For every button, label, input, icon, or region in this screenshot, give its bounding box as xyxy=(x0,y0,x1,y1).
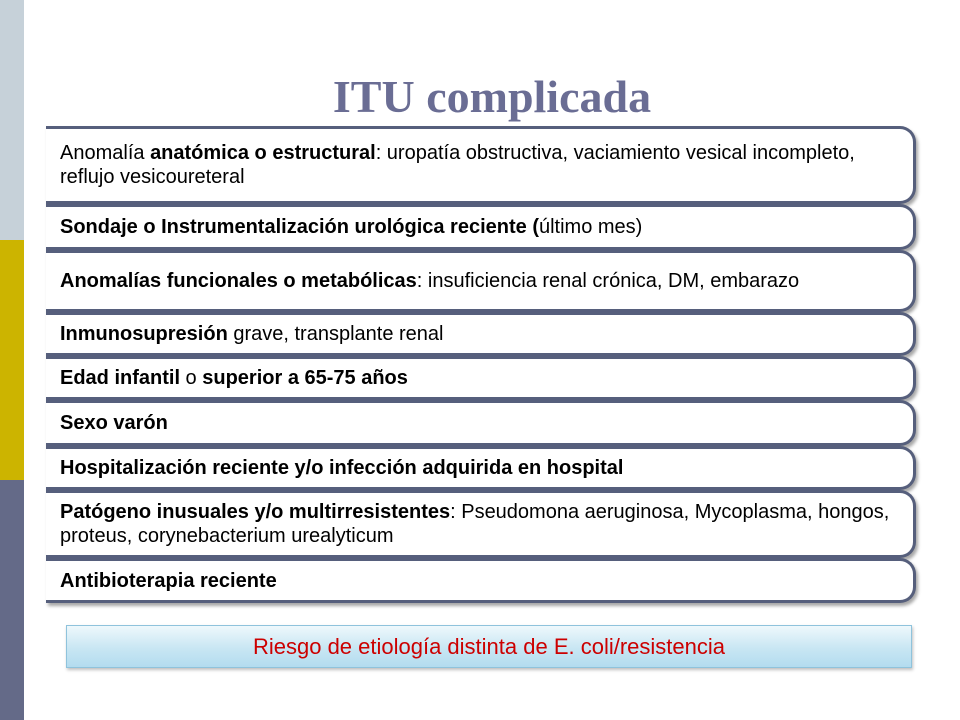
risk-factor-text xyxy=(60,322,443,346)
risk-factor-text xyxy=(60,366,408,390)
risk-factor-bold-text: Sexo varón xyxy=(60,412,168,434)
risk-factor-bold-text: Anomalías funcionales o metabólicas xyxy=(60,270,417,292)
risk-factor-text xyxy=(60,456,623,480)
risk-factor-text xyxy=(60,411,168,435)
risk-factor-text xyxy=(60,569,277,593)
risk-factor-bold-text: Patógeno inusuales y/o multirresistentes xyxy=(60,501,451,523)
risk-factor-plain-text: último mes) xyxy=(538,216,643,238)
risk-factor-plain-text: : insuficiencia renal crónica, DM, embarazo xyxy=(416,270,800,292)
risk-factor-bold-text: superior a 65-75 años xyxy=(202,367,408,389)
risk-factor-item xyxy=(46,490,916,558)
risk-factor-plain-text: : uropatía obstructiva, vaciamiento vesical incompleto, reflujo vesicoureteral xyxy=(60,142,855,188)
slide-title: ITU complicada xyxy=(332,70,652,122)
risk-factor-bold-text: anatómica o estructural xyxy=(150,142,376,164)
risk-factor-text xyxy=(60,215,642,239)
risk-factor-bold-text: Sondaje o Instrumentalización urológica reciente ( xyxy=(60,216,539,238)
risk-factor-bold-text: Antibioterapia reciente xyxy=(60,569,277,592)
risk-factor-plain-text: grave, transplante renal xyxy=(227,323,444,345)
risk-factor-text xyxy=(60,141,893,189)
risk-factor-item xyxy=(46,400,916,446)
risk-factor-item xyxy=(46,126,916,204)
risk-factor-item xyxy=(46,204,916,250)
risk-factor-item xyxy=(46,558,916,603)
risk-factor-plain-text: o xyxy=(180,367,203,389)
risk-factor-plain-text: Anomalía xyxy=(60,142,151,164)
risk-factor-item xyxy=(46,250,916,312)
risk-banner xyxy=(66,625,912,668)
risk-factor-item xyxy=(46,356,916,400)
risk-factor-bold-text: Edad infantil xyxy=(60,367,180,389)
risk-factor-text xyxy=(60,269,799,293)
risk-factor-item xyxy=(46,446,916,490)
risk-factor-bold-text: Inmunosupresión xyxy=(60,323,228,345)
risk-factor-bold-text: Hospitalización reciente y/o infección adquirida en hospital xyxy=(60,457,624,479)
banner-text: Riesgo de etiología distinta de E. coli/resistencia xyxy=(252,633,726,659)
risk-factor-plain-text: : Pseudomona aeruginosa, Mycoplasma, hongos, proteus, corynebacterium urealyticum xyxy=(60,501,890,547)
risk-factor-text xyxy=(60,500,893,548)
risk-factor-item xyxy=(46,312,916,356)
